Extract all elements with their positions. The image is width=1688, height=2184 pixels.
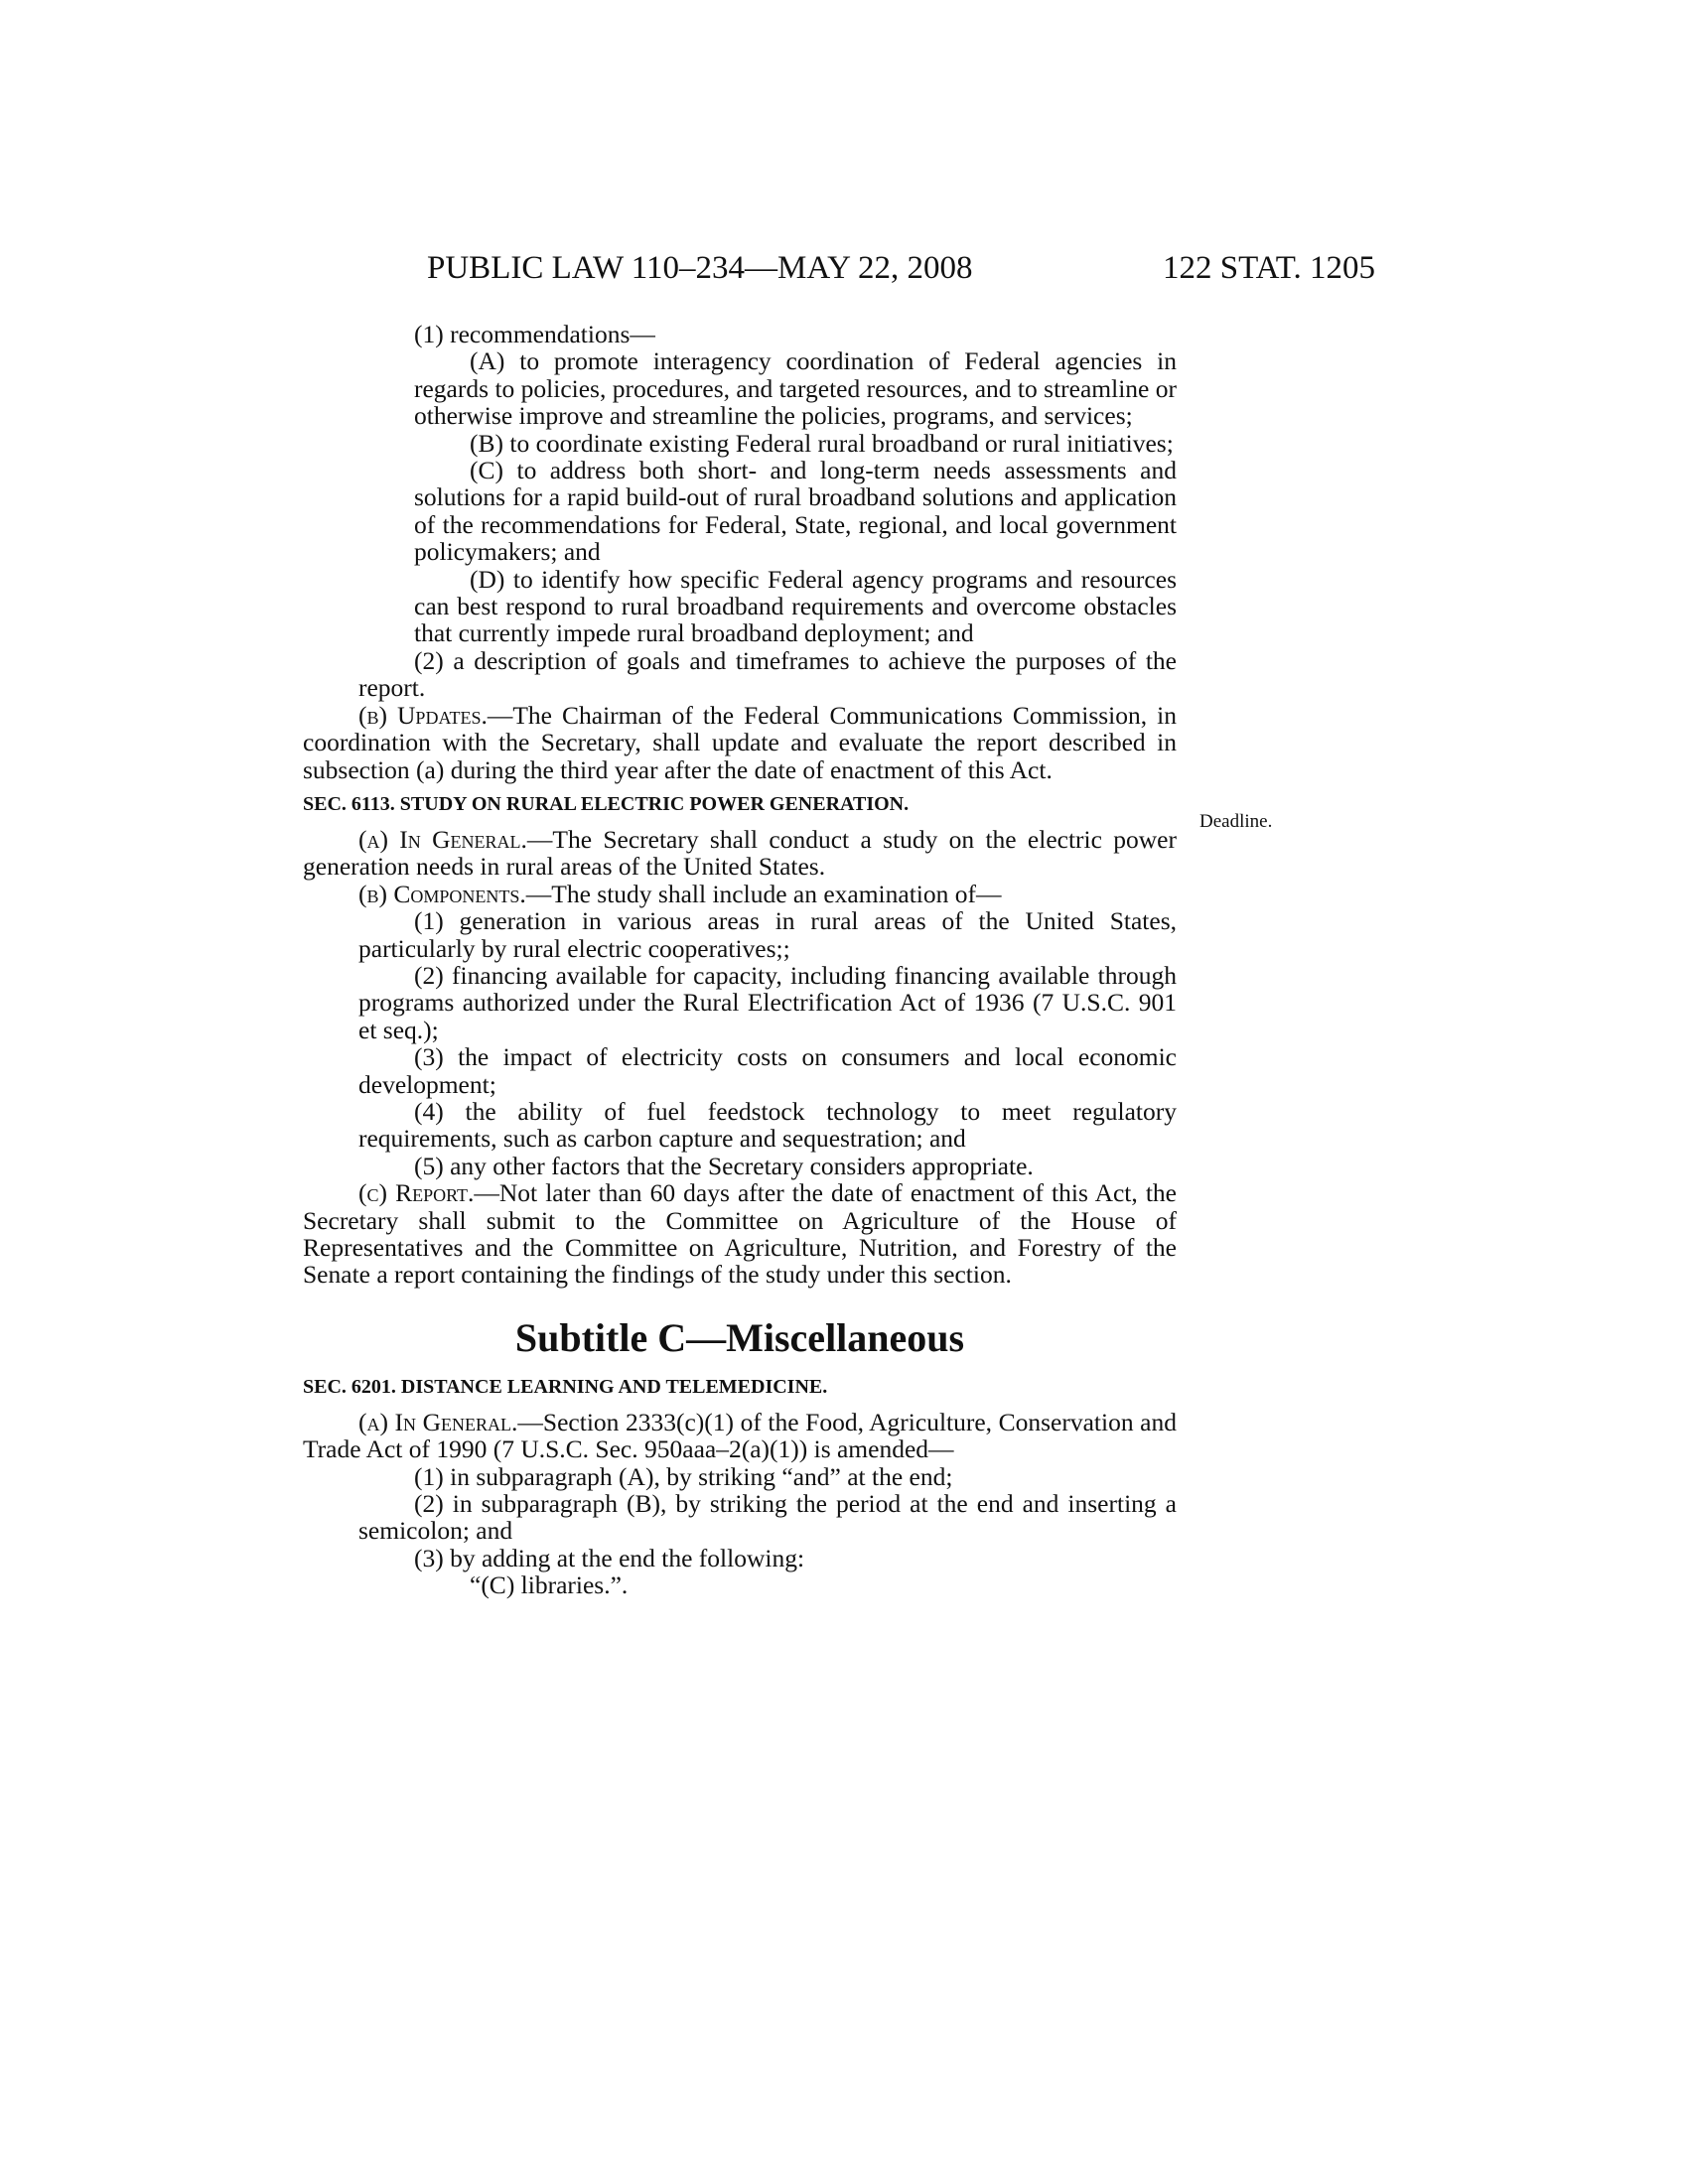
inserted-text: “(C) libraries.”. [470,1570,629,1600]
subparagraph-a: (A) to promote interagency coordination of Federal agencies in regards to policies, procedures, and targeted resources, and to streamline or otherwise improve and streamline the policies, programs, and services; [414,346,1177,431]
subparagraph-b: (B) to coordinate existing Federal rural broadband or rural initiatives; [470,428,1174,458]
components-list [358,907,1177,1179]
amendment-1: (1) in subparagraph (A), by striking “and” at the end; [414,1461,953,1491]
component-2: (2) financing available for capacity, including financing available through programs authorized under the Rural Electrification Act of 1936 (7 U.S.C. 901 et seq.); [358,960,1177,1044]
sec-6113-heading: SEC. 6113. STUDY ON RURAL ELECTRIC POWER GENERATION. [303,792,910,815]
amendment-3: (3) by adding at the end the following: [414,1543,805,1572]
amendments-list [358,1463,1177,1599]
header-law-title: PUBLIC LAW 110–234—MAY 22, 2008 [427,250,973,286]
header-stat-page: 122 STAT. 1205 [1162,250,1375,286]
sec-6201-a-text: —Section 2333(c)(1) of the Food, Agriculture, Conservation and Trade Act of 1990 (7 U.S.C. Sec. 950aaa–2(a)(1)) is amended— [303,1407,1177,1464]
amendment-2: (2) in subparagraph (B), by striking the period at the end and inserting a semicolon; and [358,1489,1177,1546]
sec-6201-a-label: (a) In General. [358,1407,518,1436]
component-1: (1) generation in various areas in rural areas of the United States, particularly by rural electric cooperatives;; [358,906,1177,963]
body-text [303,321,1177,1599]
recommendations-block [414,321,1177,647]
sec-6113-c-label: (c) Report. [358,1178,475,1208]
sec-6201-a [303,1409,1177,1463]
running-head [427,248,1375,288]
component-3: (3) the impact of electricity costs on consumers and local economic development; [358,1042,1177,1099]
component-4: (4) the ability of fuel feedstock technology to meet regulatory requirements, such as carbon capture and sequestration; and [358,1096,1177,1154]
subparagraph-d: (D) to identify how specific Federal agency programs and resources can best respond to rural broadband requirements and overcome obstacles that currently impede rural broadband deployment; and [414,564,1177,648]
sec-6113-b-label: (b) Components. [358,879,526,908]
paragraph-1: (1) recommendations— [414,320,655,348]
margin-note-deadline: Deadline. [1199,811,1273,832]
updates-label: (b) Updates. [358,700,488,730]
sec-6113-a [303,826,1177,881]
sec-6113-c-text: —Not later than 60 days after the date of enactment of this Act, the Secretary shall submit to the Committee on Agriculture of the House of Representatives and the Committee on Agriculture, Nutrition, and Forestry of the Senate a report containing the findings of the study under this section. [303,1178,1177,1290]
sec-6113-b [303,881,1177,907]
component-5: (5) any other factors that the Secretary considers appropriate. [414,1151,1034,1180]
sec-6113-a-label: (a) In General. [358,824,527,854]
sec-6113-c [303,1179,1177,1289]
sec-6113-b-text: —The study shall include an examination of— [525,879,1002,908]
paragraph-2: (2) a description of goals and timeframes to achieve the purposes of the report. [358,645,1177,703]
updates-text: —The Chairman of the Federal Communications Commission, in coordination with the Secretary, shall update and evaluate the report described in subsection (a) during the third year after the date of enactment of this Act. [303,700,1177,784]
subparagraph-c: (C) to address both short- and long-term needs assessments and solutions for a rapid build-out of rural broadband solutions and application of the recommendations for Federal, State, regional, and local government policymakers; and [414,456,1177,567]
subtitle-heading: Subtitle C—Miscellaneous [514,1314,965,1360]
sec-6201-heading: SEC. 6201. DISTANCE LEARNING AND TELEMEDICINE. [303,1375,828,1398]
goals-block [358,647,1177,702]
updates-paragraph [303,702,1177,783]
sec-6113-a-text: —The Secretary shall conduct a study on the electric power generation needs in rural areas of the United States. [303,824,1177,882]
